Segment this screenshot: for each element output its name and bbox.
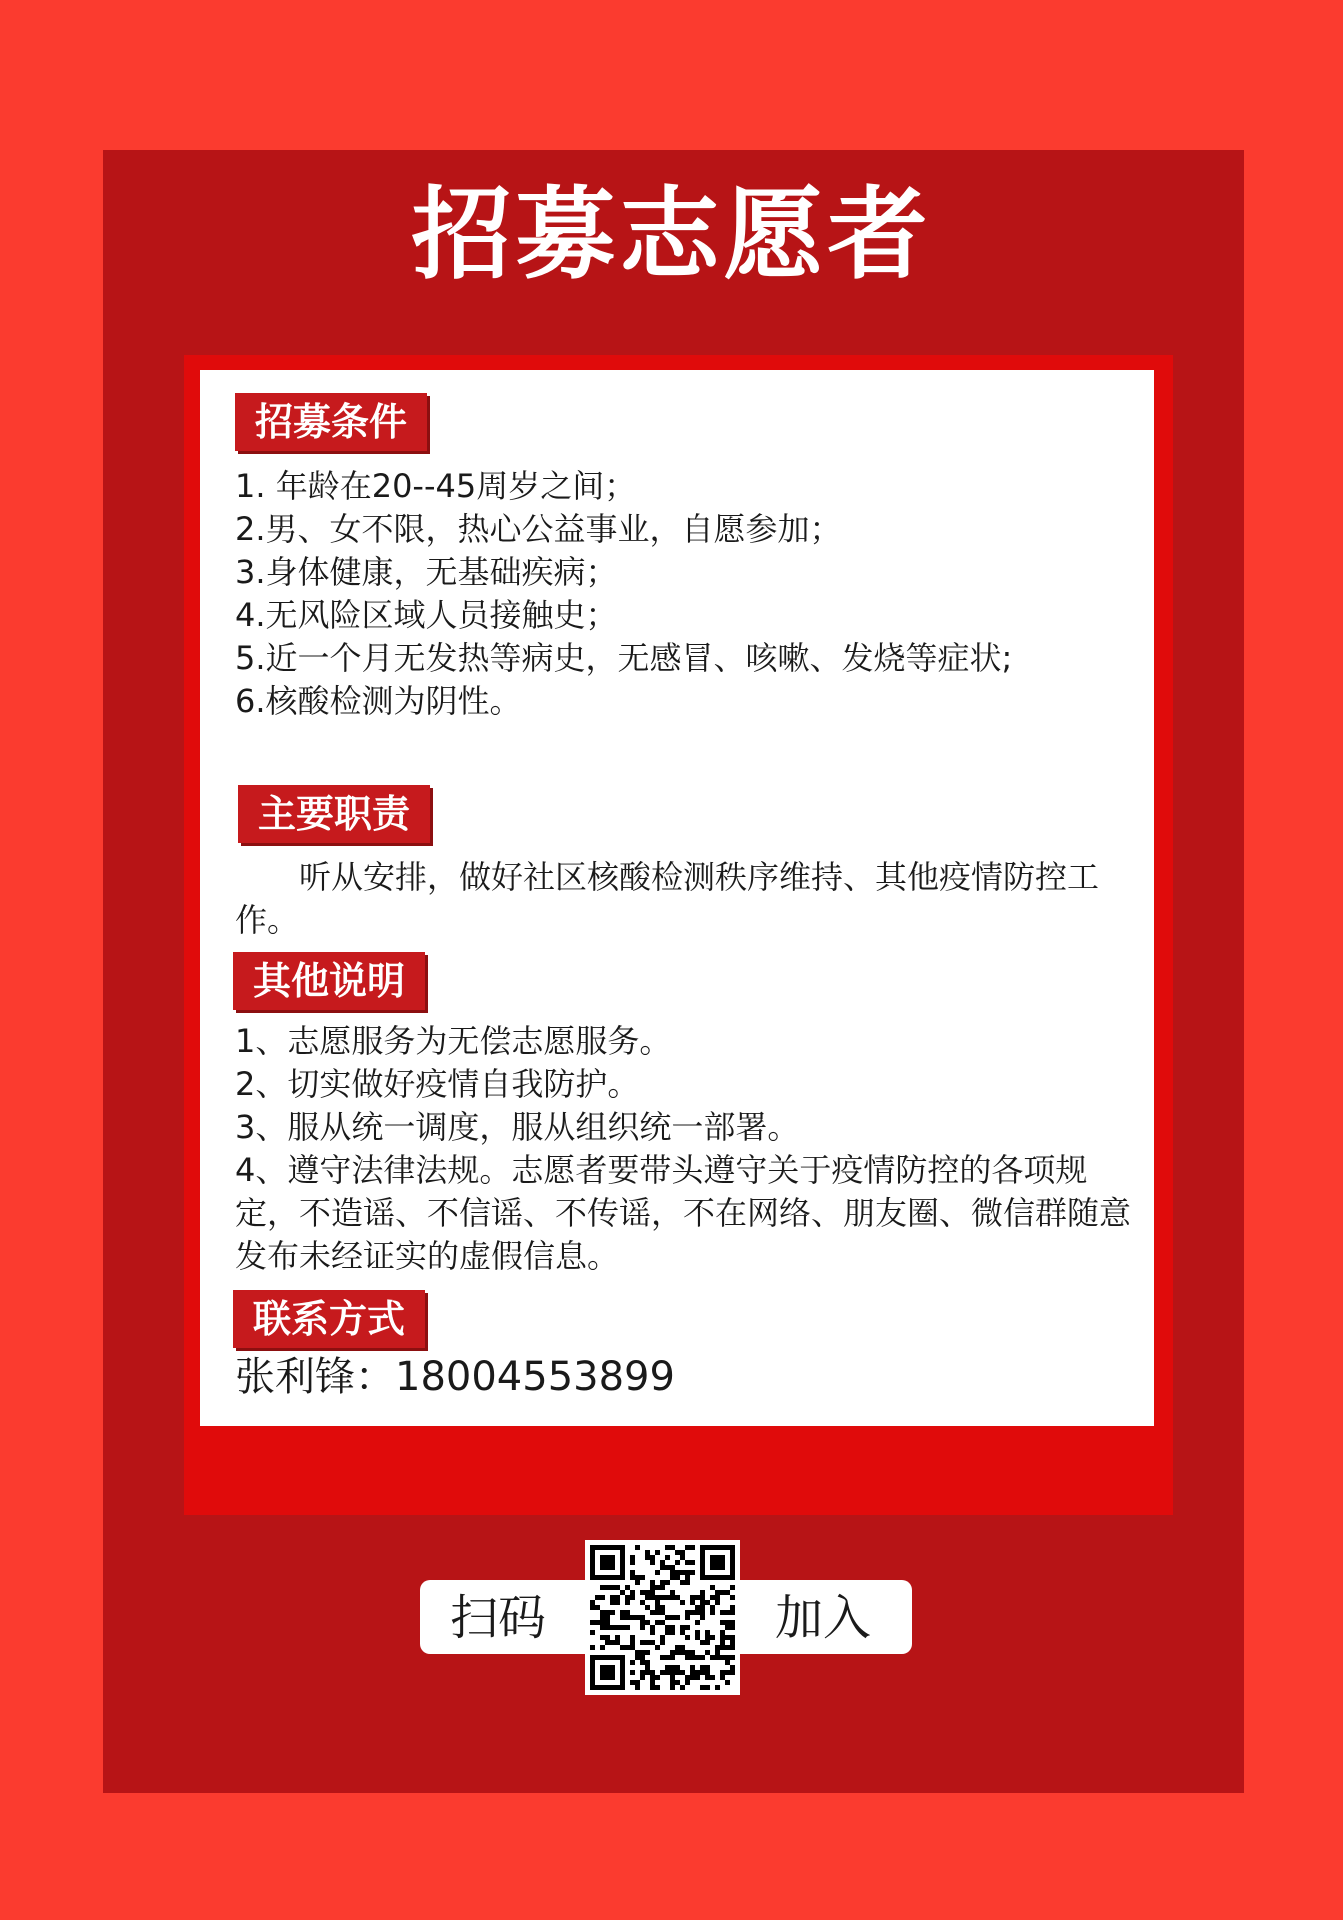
- section-label-notes: 其他说明: [233, 952, 425, 1010]
- qr-code-icon[interactable]: [585, 1540, 740, 1695]
- scan-label: 扫码: [450, 1590, 547, 1646]
- notes-list: [235, 1020, 1145, 1278]
- list-item: 2、切实做好疫情自我防护。: [235, 1065, 640, 1103]
- list-item: 5.近一个月无发热等病史，无感冒、咳嗽、发烧等症状;: [235, 639, 1013, 677]
- list-item: 1. 年龄在20--45周岁之间；: [235, 467, 637, 505]
- poster-title: 招募志愿者: [411, 176, 932, 293]
- list-item: 1、志愿服务为无偿志愿服务。: [235, 1022, 672, 1060]
- section-label-requirements: 招募条件: [235, 393, 427, 451]
- section-label-duties: 主要职责: [238, 785, 430, 843]
- join-label: 加入: [775, 1590, 872, 1646]
- list-item: 6.核酸检测为阴性。: [235, 682, 522, 720]
- list-item: 2.男、女不限，热心公益事业，自愿参加；: [235, 510, 842, 548]
- list-item: 4.无风险区域人员接触史；: [235, 596, 618, 634]
- requirements-list: [235, 465, 1145, 723]
- list-item: 3、服从统一调度，服从组织统一部署。: [235, 1108, 800, 1146]
- list-item: 3.身体健康，无基础疾病；: [235, 553, 618, 591]
- duties-text: 听从安排，做好社区核酸检测秩序维持、其他疫情防控工作。: [235, 858, 1100, 939]
- list-item: 4、遵守法律法规。志愿者要带头遵守关于疫情防控的各项规定，不造谣、不信谣、不传谣，不在网络、朋友圈、微信群随意发布未经证实的虚假信息。: [235, 1151, 1132, 1275]
- contact-info: 张利锋：18004553899: [235, 1354, 675, 1400]
- section-label-contact: 联系方式: [233, 1290, 425, 1348]
- qr-code-graphic: [585, 1540, 740, 1695]
